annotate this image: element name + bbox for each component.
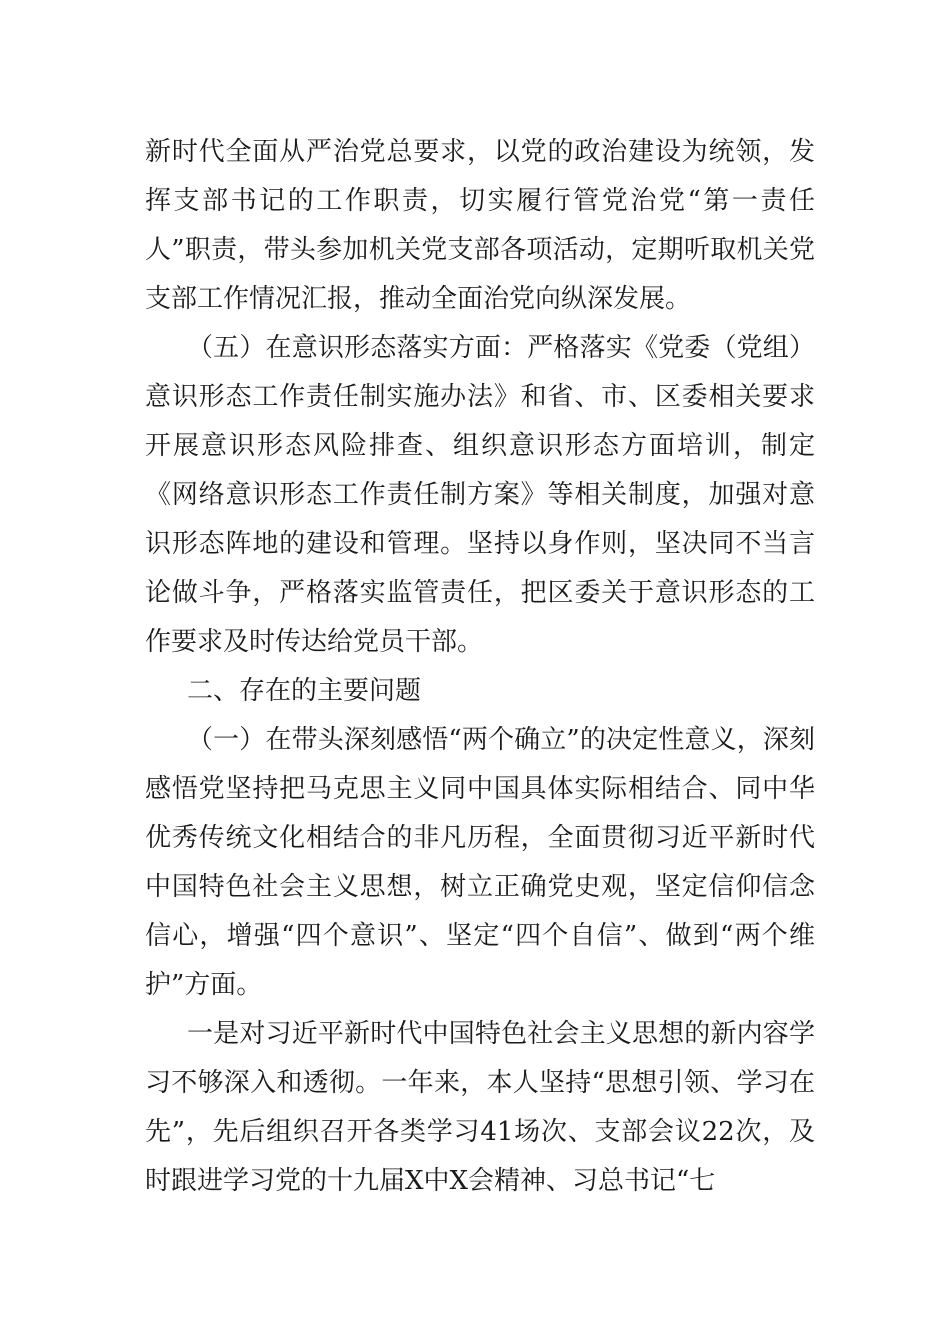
section-heading-main-problems: 二、存在的主要问题 (187, 676, 422, 706)
paragraph-party-building: 新时代全面从严治党总要求，以党的政治建设为统领，发挥支部书记的工作职责，切实履行管党治党“第一责任人”职责，带头参加机关党支部各项活动，定期听取机关党支部工作情况汇报，推动全面治党向纵深发展。 (145, 137, 815, 314)
document-body (145, 128, 815, 1206)
paragraph-ideology: （五）在意识形态落实方面：严格落实《党委（党组）意识形态工作责任制实施办法》和省、市、区委相关要求开展意识形态风险排查、组织意识形态方面培训，制定《网络意识形态工作责任制方案》等相关制度，加强对意识形态阵地的建设和管理。坚持以身作则，坚决同不当言论做斗争，严格落实监管责任，把区委关于意识形态的工作要求及时传达给党员干部。 (145, 333, 815, 657)
paragraph-study-detail: 一是对习近平新时代中国特色社会主义思想的新内容学习不够深入和透彻。一年来，本人坚持“思想引领、学习在先”，先后组织召开各类学习41场次、支部会议22次，及时跟进学习党的十九届X中X会精神、习总书记“七 (145, 1019, 815, 1196)
paragraph-problem-one: （一）在带头深刻感悟“两个确立”的决定性意义，深刻感悟党坚持把马克思主义同中国具体实际相结合、同中华优秀传统文化相结合的非凡历程，全面贯彻习近平新时代中国特色社会主义思想，树立正确党史观，坚定信仰信念信心，增强“四个意识”、坚定“四个自信”、做到“两个维护”方面。 (145, 725, 815, 1000)
